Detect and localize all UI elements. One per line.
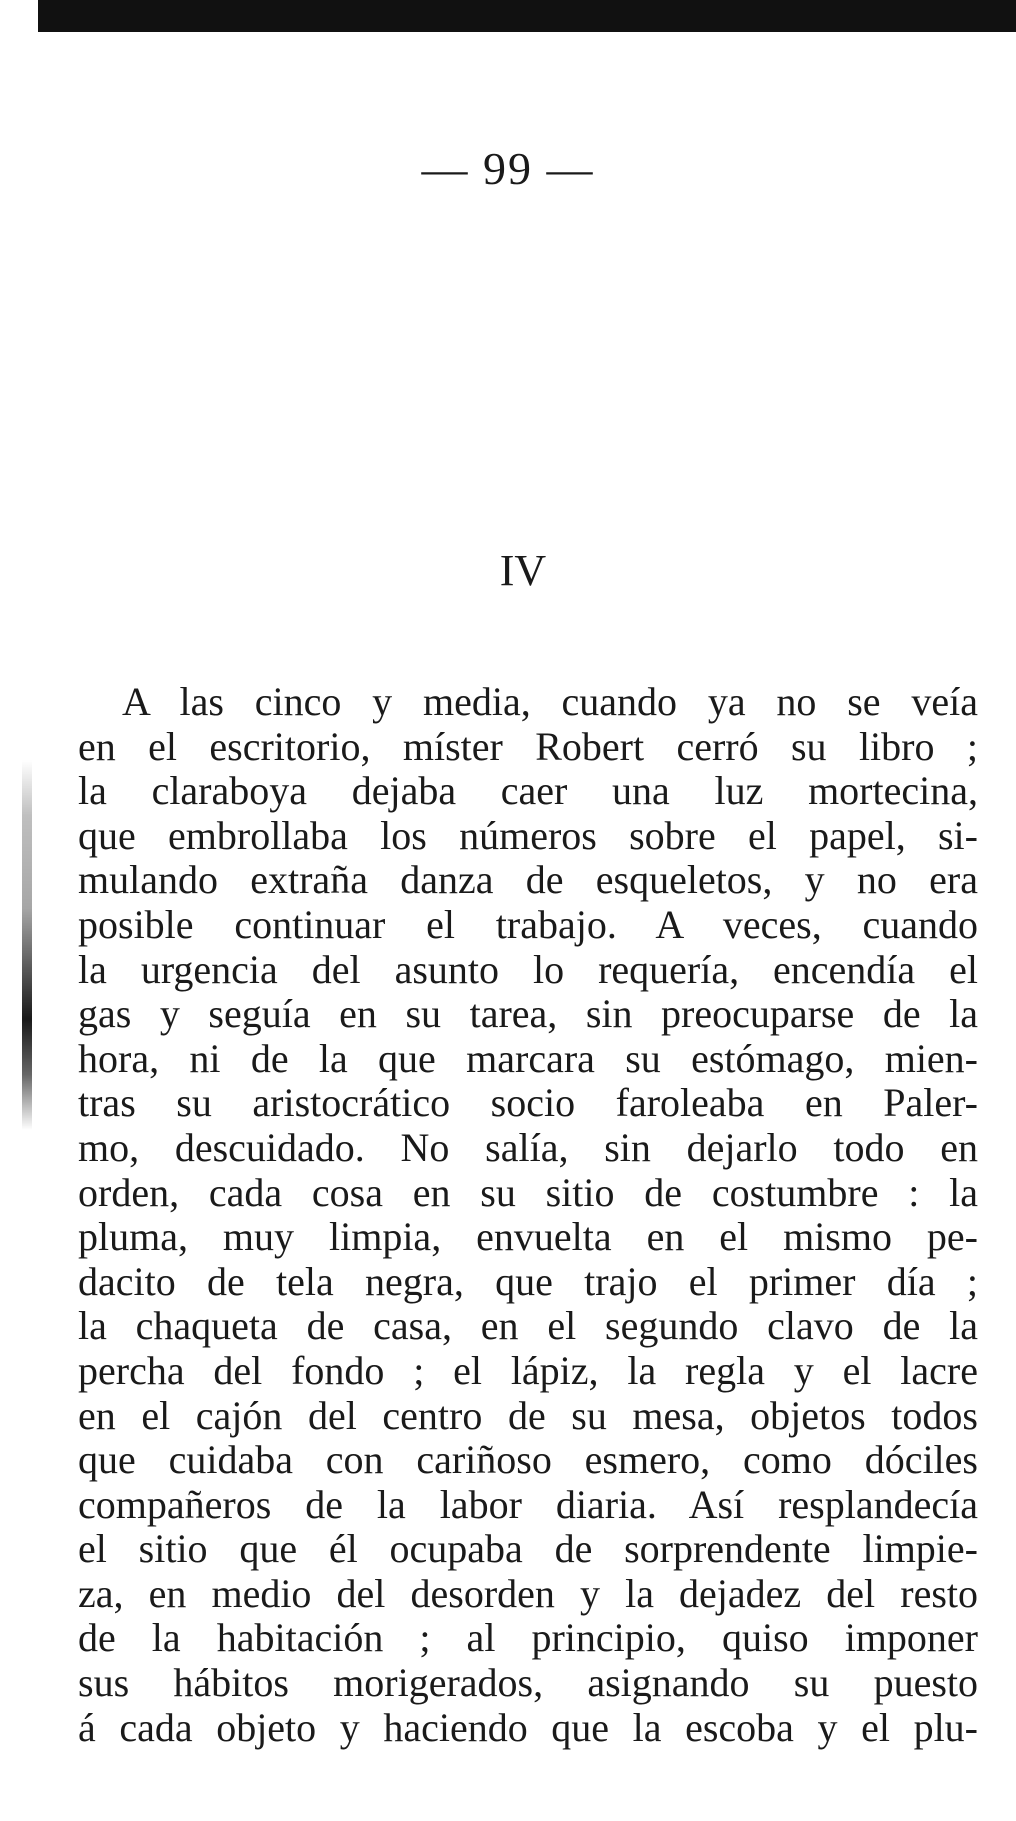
text-line: tras su aristocrático socio faroleaba en Paler-	[78, 1080, 978, 1126]
text-line: orden, cada cosa en su sitio de costumbre : la	[78, 1169, 978, 1215]
text-line: la urgencia del asunto lo requería, encendía el	[78, 946, 978, 992]
text-line: A las cinco y media, cuando ya no se veía	[122, 679, 978, 724]
page-number: — 99 —	[421, 143, 595, 194]
text-line: en el cajón del centro de su mesa, objetos todos	[78, 1392, 978, 1438]
text-line: de la habitación ; al principio, quiso imponer	[78, 1615, 978, 1661]
text-line: mo, descuidado. No salía, sin dejarlo todo en	[78, 1124, 978, 1170]
scan-top-border	[38, 0, 1016, 32]
text-line: hora, ni de la que marcara su estómago, mien-	[78, 1035, 978, 1081]
scan-binding-streak	[22, 760, 32, 1130]
text-line: pluma, muy limpia, envuelta en el mismo pe-	[78, 1214, 978, 1260]
text-line: compañeros de la labor diaria. Así resplandecía	[78, 1481, 978, 1527]
text-line: za, en medio del desorden y la dejadez del resto	[78, 1570, 978, 1616]
text-line: el sitio que él ocupaba de sorprendente limpie-	[78, 1526, 978, 1572]
text-line: gas y seguía en su tarea, sin preocuparse de la	[78, 991, 978, 1037]
text-line: la chaqueta de casa, en el segundo clavo de la	[78, 1303, 978, 1349]
text-line: que cuidaba con cariñoso esmero, como dóciles	[78, 1437, 978, 1483]
text-line: dacito de tela negra, que trajo el primer día ;	[78, 1258, 978, 1304]
text-line: mulando extraña danza de esqueletos, y no era	[78, 857, 978, 903]
body-text	[78, 680, 978, 1750]
scan-binding-shadow	[14, 760, 40, 1130]
text-line: que embrollaba los números sobre el papel, si-	[78, 812, 978, 858]
text-line: percha del fondo ; el lápiz, la regla y el lacre	[78, 1347, 978, 1393]
text-line: posible continuar el trabajo. A veces, cuando	[78, 901, 978, 947]
text-line: sus hábitos morigerados, asignando su puesto	[78, 1660, 978, 1706]
text-line: la claraboya dejaba caer una luz mortecina,	[78, 768, 978, 814]
text-line: en el escritorio, míster Robert cerró su libro ;	[78, 723, 978, 769]
text-line: á cada objeto y haciendo que la escoba y el plu-	[78, 1704, 978, 1750]
chapter-title: IV	[499, 546, 547, 595]
